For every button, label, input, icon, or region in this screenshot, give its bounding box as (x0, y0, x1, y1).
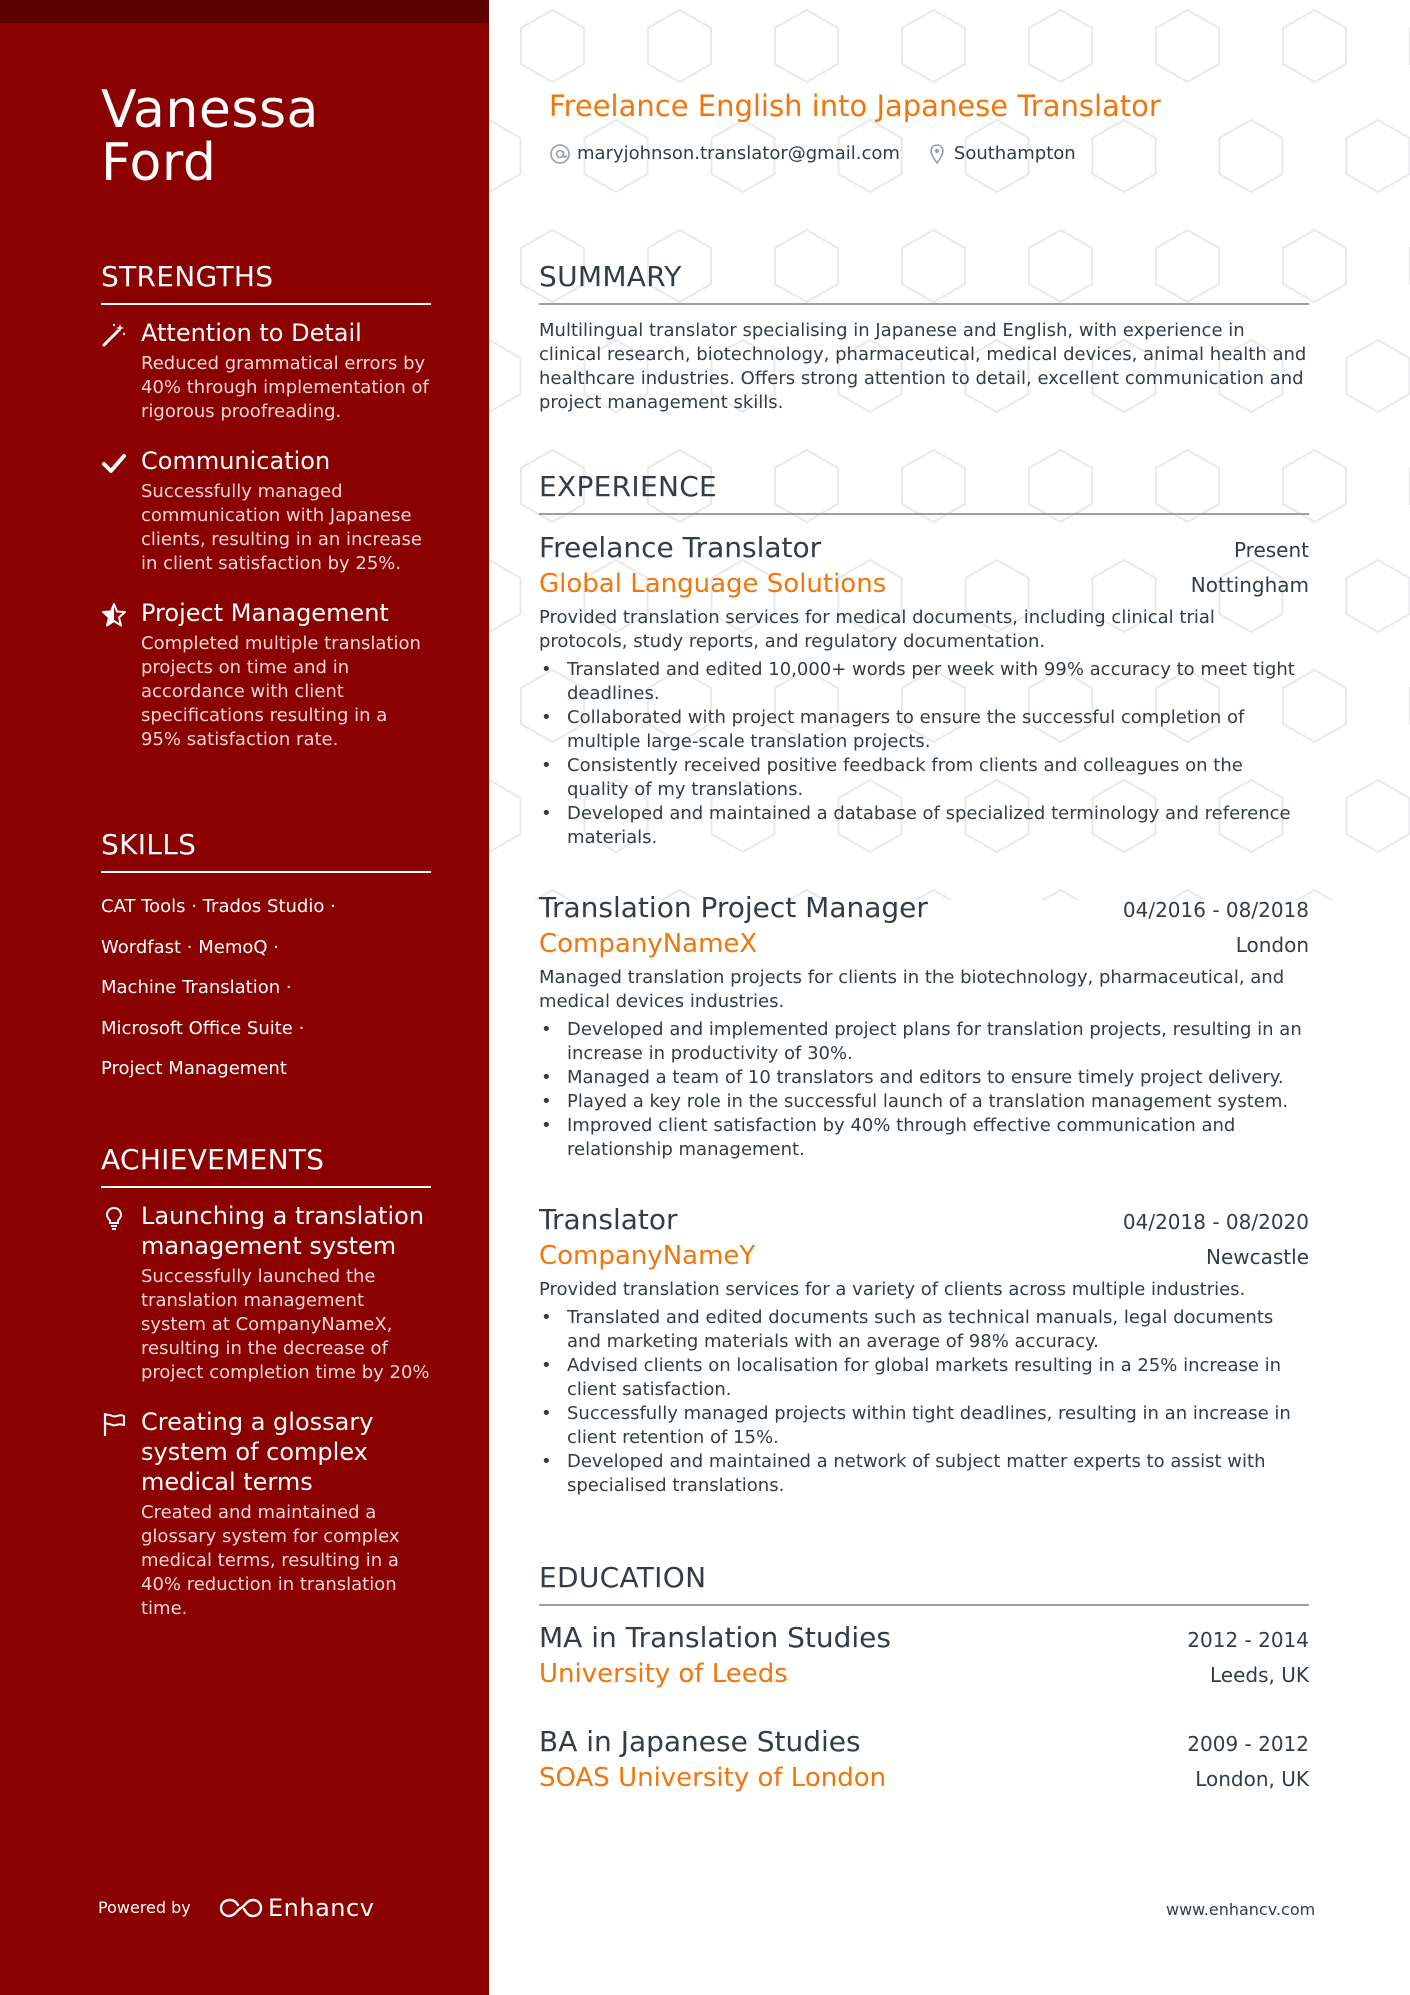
achievement-title: Launching a translation management system (141, 1202, 425, 1260)
email-link[interactable]: maryjohnson.translator@gmail.com (577, 143, 900, 164)
skill-row: Microsoft Office Suite · (101, 1017, 305, 1039)
job-location: London (1235, 933, 1309, 957)
enhancv-brand: Enhancv (268, 1894, 375, 1922)
job-description: Managed translation projects for clients in the biotechnology, pharmaceutical, and medical devices industries. (539, 967, 1285, 1012)
skill-row: CAT Tools · Trados Studio · (101, 896, 336, 917)
skills-title: SKILLS (101, 827, 431, 873)
strength-title: Communication (141, 447, 331, 475)
bullet-item: • Successfully managed projects within tight deadlines, resulting in an increase in client retention of 15%. (539, 1402, 1309, 1450)
lightbulb-icon (101, 1205, 127, 1231)
checkmark-icon (101, 450, 127, 476)
bullet-item: • Translated and edited 10,000+ words per week with 99% accuracy to meet tight deadlines. (539, 658, 1309, 706)
enhancv-logo-icon (218, 1895, 264, 1921)
skills-list (101, 887, 431, 1090)
bullet-item: • Improved client satisfaction by 40% through effective communication and relationship management. (539, 1114, 1309, 1162)
strength-desc: Reduced grammatical errors by 40% through implementation of rigorous proofreading. (141, 353, 429, 422)
bullet-item: • Developed and maintained a database of specialized terminology and reference materials. (539, 802, 1309, 850)
job-description: Provided translation services for a variety of clients across multiple industries. (539, 1279, 1246, 1300)
summary-text: Multilingual translator specialising in Japanese and English, with experience in clinical research, biotechnology, pharmaceutical, medical devices, animal health and healthcare industries. Offers strong attention to detail, excellent communication and project management skills. (539, 320, 1307, 413)
strengths-section (101, 259, 431, 752)
skill-row: Wordfast · MemoQ · (101, 936, 279, 958)
skills-section (101, 827, 431, 1090)
job-date: 04/2016 - 08/2018 (1122, 898, 1309, 922)
education-entry (539, 1724, 1309, 1796)
job-bullets (539, 1306, 1309, 1498)
strength-desc: Successfully managed communication with Japanese clients, resulting in an increase in client satisfaction by 25%. (141, 481, 422, 574)
summary-section (539, 259, 1309, 415)
bullet-item: • Played a key role in the successful launch of a translation management system. (539, 1090, 1309, 1114)
company-name: CompanyNameX (539, 929, 758, 959)
bullet-item: • Developed and implemented project plans for translation projects, resulting in an increase in productivity of 30%. (539, 1018, 1309, 1066)
experience-entry (539, 890, 1309, 1162)
achievement-item (101, 1201, 431, 1385)
achievement-item (101, 1407, 431, 1621)
achievement-desc: Created and maintained a glossary system for complex medical terms, resulting in a 40% reduction in translation time. (141, 1502, 400, 1619)
experience-title: EXPERIENCE (539, 469, 1309, 515)
education-location: Leeds, UK (1210, 1663, 1309, 1687)
bullet-item: • Managed a team of 10 translators and editors to ensure timely project delivery. (539, 1066, 1309, 1090)
job-location: Newcastle (1206, 1245, 1309, 1269)
bullet-item: • Translated and edited documents such as technical manuals, legal documents and marketing materials with an average of 98% accuracy. (539, 1306, 1309, 1354)
bullet-item: • Consistently received positive feedback from clients and colleagues on the quality of my translations. (539, 754, 1309, 802)
contact-row (549, 142, 1076, 166)
location-text: Southampton (953, 143, 1076, 164)
powered-by-label: Powered by (98, 1898, 191, 1917)
skill-row: Project Management (101, 1058, 287, 1079)
location-pin-icon (926, 143, 948, 165)
education-entry (539, 1620, 1309, 1692)
school-name: SOAS University of London (539, 1763, 887, 1793)
candidate-name (101, 80, 319, 193)
bullet-item: • Developed and maintained a network of subject matter experts to assist with specialised translations. (539, 1450, 1309, 1498)
education-title: EDUCATION (539, 1560, 1309, 1606)
skill-row: Machine Translation · (101, 977, 292, 998)
experience-entry (539, 530, 1309, 850)
summary-title: SUMMARY (539, 259, 1309, 305)
achievements-section (101, 1142, 431, 1621)
strengths-title: STRENGTHS (101, 259, 431, 305)
magic-wand-icon (101, 322, 127, 348)
job-bullets (539, 658, 1309, 850)
star-half-icon (101, 602, 127, 628)
achievement-title: Creating a glossary system of complex medical terms (141, 1408, 374, 1496)
job-title: Translation Project Manager (539, 891, 928, 924)
achievements-title: ACHIEVEMENTS (101, 1142, 431, 1188)
company-name: Global Language Solutions (539, 569, 887, 599)
degree-title: BA in Japanese Studies (539, 1725, 861, 1758)
job-title: Freelance Translator (539, 531, 822, 564)
headline: Freelance English into Japanese Translator (549, 89, 1161, 123)
job-location: Nottingham (1190, 573, 1309, 597)
education-location: London, UK (1195, 1767, 1309, 1791)
company-name: CompanyNameY (539, 1241, 756, 1271)
job-date: Present (1233, 538, 1309, 562)
sidebar (0, 0, 489, 1995)
strength-item (101, 318, 431, 424)
education-section (539, 1560, 1309, 1606)
job-bullets (539, 1018, 1309, 1162)
education-date: 2012 - 2014 (1187, 1628, 1309, 1652)
sidebar-top-bar (0, 0, 489, 23)
school-name: University of Leeds (539, 1659, 788, 1689)
strength-desc: Completed multiple translation projects on time and in accordance with client specifications resulting in a 95% satisfaction rate. (141, 633, 421, 750)
job-description: Provided translation services for medical documents, including clinical trial protocols, study reports, and regulatory documentation. (539, 607, 1215, 652)
footer-website-link[interactable]: www.enhancv.com (1166, 1900, 1316, 1919)
education-date: 2009 - 2012 (1187, 1732, 1309, 1756)
experience-section (539, 469, 1309, 515)
strength-title: Attention to Detail (141, 319, 362, 347)
bullet-item: • Advised clients on localisation for global markets resulting in a 25% increase in client satisfaction. (539, 1354, 1309, 1402)
strength-item (101, 446, 431, 576)
enhancv-logo[interactable] (218, 1893, 374, 1923)
job-title: Translator (539, 1203, 678, 1236)
last-name: Ford (101, 133, 217, 193)
job-date: 04/2018 - 08/2020 (1122, 1210, 1309, 1234)
first-name: Vanessa (101, 80, 319, 140)
at-sign-icon (549, 143, 571, 165)
degree-title: MA in Translation Studies (539, 1621, 891, 1654)
experience-entry (539, 1202, 1309, 1498)
bullet-item: • Collaborated with project managers to ensure the successful completion of multiple large-scale translation projects. (539, 706, 1309, 754)
flag-icon (101, 1411, 127, 1437)
strength-item (101, 598, 431, 752)
achievement-desc: Successfully launched the translation management system at CompanyNameX, resulting in the decrease of project completion time by 20% (141, 1266, 430, 1383)
strength-title: Project Management (141, 599, 389, 627)
